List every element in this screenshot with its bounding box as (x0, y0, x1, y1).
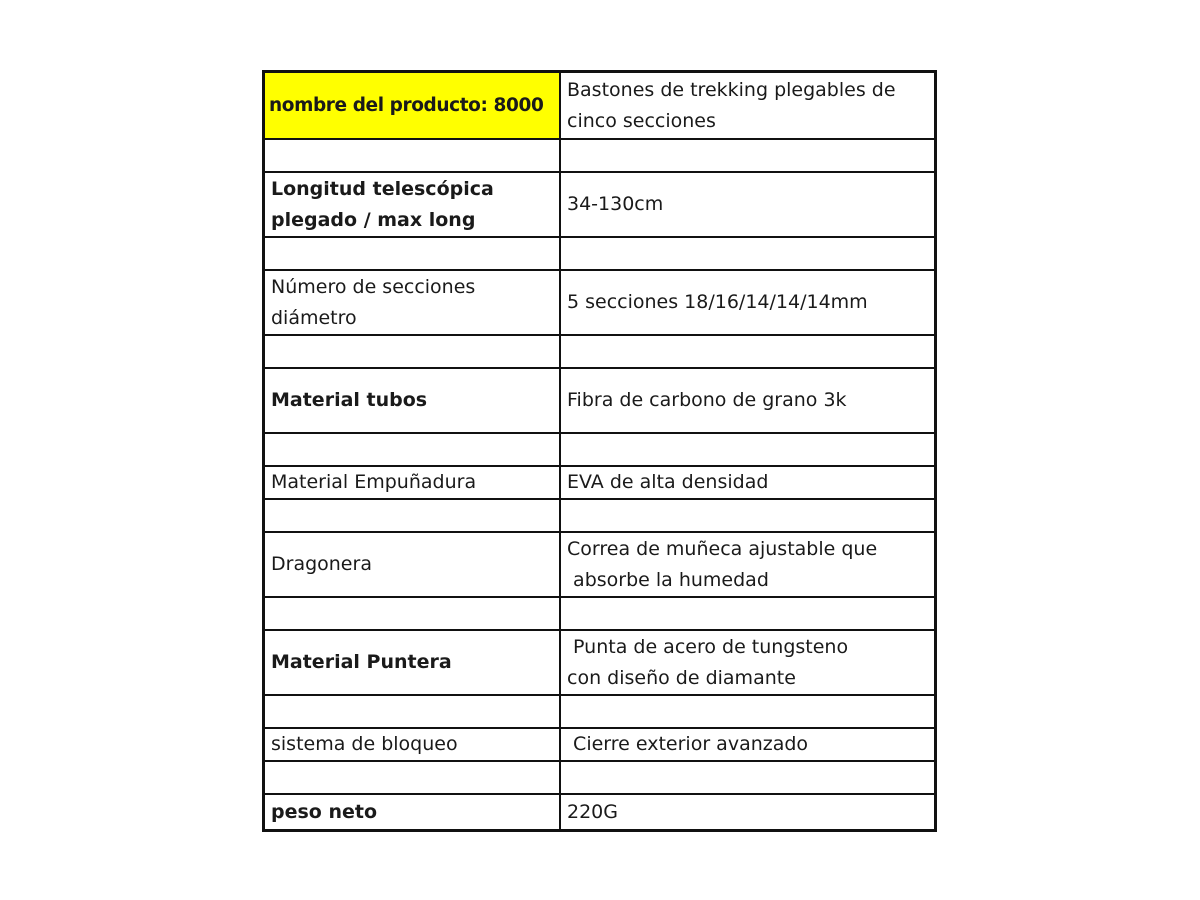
spacer-label-cell (265, 434, 561, 467)
sections-diameter-value-cell (561, 271, 934, 336)
sections-diameter-value: 5 secciones 18/16/14/14/14mm (567, 291, 868, 314)
tip-material-value: Punta de acero de tungsteno con diseño de diamante (567, 636, 849, 689)
spacer-value-cell (561, 696, 934, 729)
telescopic-length-value: 34-130cm (567, 193, 664, 216)
spacer-label-cell (265, 238, 561, 271)
tube-material-value-cell (561, 369, 934, 434)
net-weight-value: 220G (567, 800, 618, 823)
net-weight-value-cell (561, 795, 934, 829)
tip-material-label-cell (265, 631, 561, 696)
tip-material-label: Material Puntera (271, 651, 452, 674)
grip-material-label: Material Empuñadura (271, 471, 477, 494)
spacer-label-cell (265, 500, 561, 533)
wrist-strap-value: Correa de muñeca ajustable que absorbe la humedad (567, 538, 878, 591)
telescopic-length-label-cell (265, 173, 561, 238)
sections-diameter-label: Número de secciones diámetro (271, 276, 476, 329)
wrist-strap-label: Dragonera (271, 553, 372, 576)
grip-material-value: EVA de alta densidad (567, 471, 769, 494)
spacer-value-cell (561, 762, 934, 795)
locking-system-label-cell (265, 729, 561, 762)
sections-diameter-label-cell (265, 271, 561, 336)
spacer-value-cell (561, 238, 934, 271)
wrist-strap-value-cell (561, 533, 934, 598)
tip-material-value-cell (561, 631, 934, 696)
spacer-label-cell (265, 598, 561, 631)
grip-material-label-cell (265, 467, 561, 500)
net-weight-label: peso neto (271, 800, 378, 823)
locking-system-value: Cierre exterior avanzado (567, 733, 809, 756)
product-name-value: Bastones de trekking plegables de cinco secciones (567, 79, 896, 132)
tube-material-value: Fibra de carbono de grano 3k (567, 389, 847, 412)
net-weight-label-cell (265, 795, 561, 829)
spacer-label-cell (265, 696, 561, 729)
product-name-value-cell (561, 73, 934, 140)
spacer-value-cell (561, 500, 934, 533)
locking-system-value-cell (561, 729, 934, 762)
telescopic-length-label: Longitud telescópica plegado / max long (271, 178, 494, 231)
locking-system-label: sistema de bloqueo (271, 733, 458, 756)
spacer-value-cell (561, 434, 934, 467)
spacer-label-cell (265, 336, 561, 369)
spacer-label-cell (265, 140, 561, 173)
wrist-strap-label-cell (265, 533, 561, 598)
grip-material-value-cell (561, 467, 934, 500)
spacer-label-cell (265, 762, 561, 795)
telescopic-length-value-cell (561, 173, 934, 238)
product-name-label: nombre del producto: 8000 (269, 94, 544, 116)
product-spec-table (262, 70, 937, 832)
spacer-value-cell (561, 336, 934, 369)
spacer-value-cell (561, 598, 934, 631)
product-name-label-cell (265, 73, 561, 140)
tube-material-label: Material tubos (271, 389, 428, 412)
tube-material-label-cell (265, 369, 561, 434)
spacer-value-cell (561, 140, 934, 173)
